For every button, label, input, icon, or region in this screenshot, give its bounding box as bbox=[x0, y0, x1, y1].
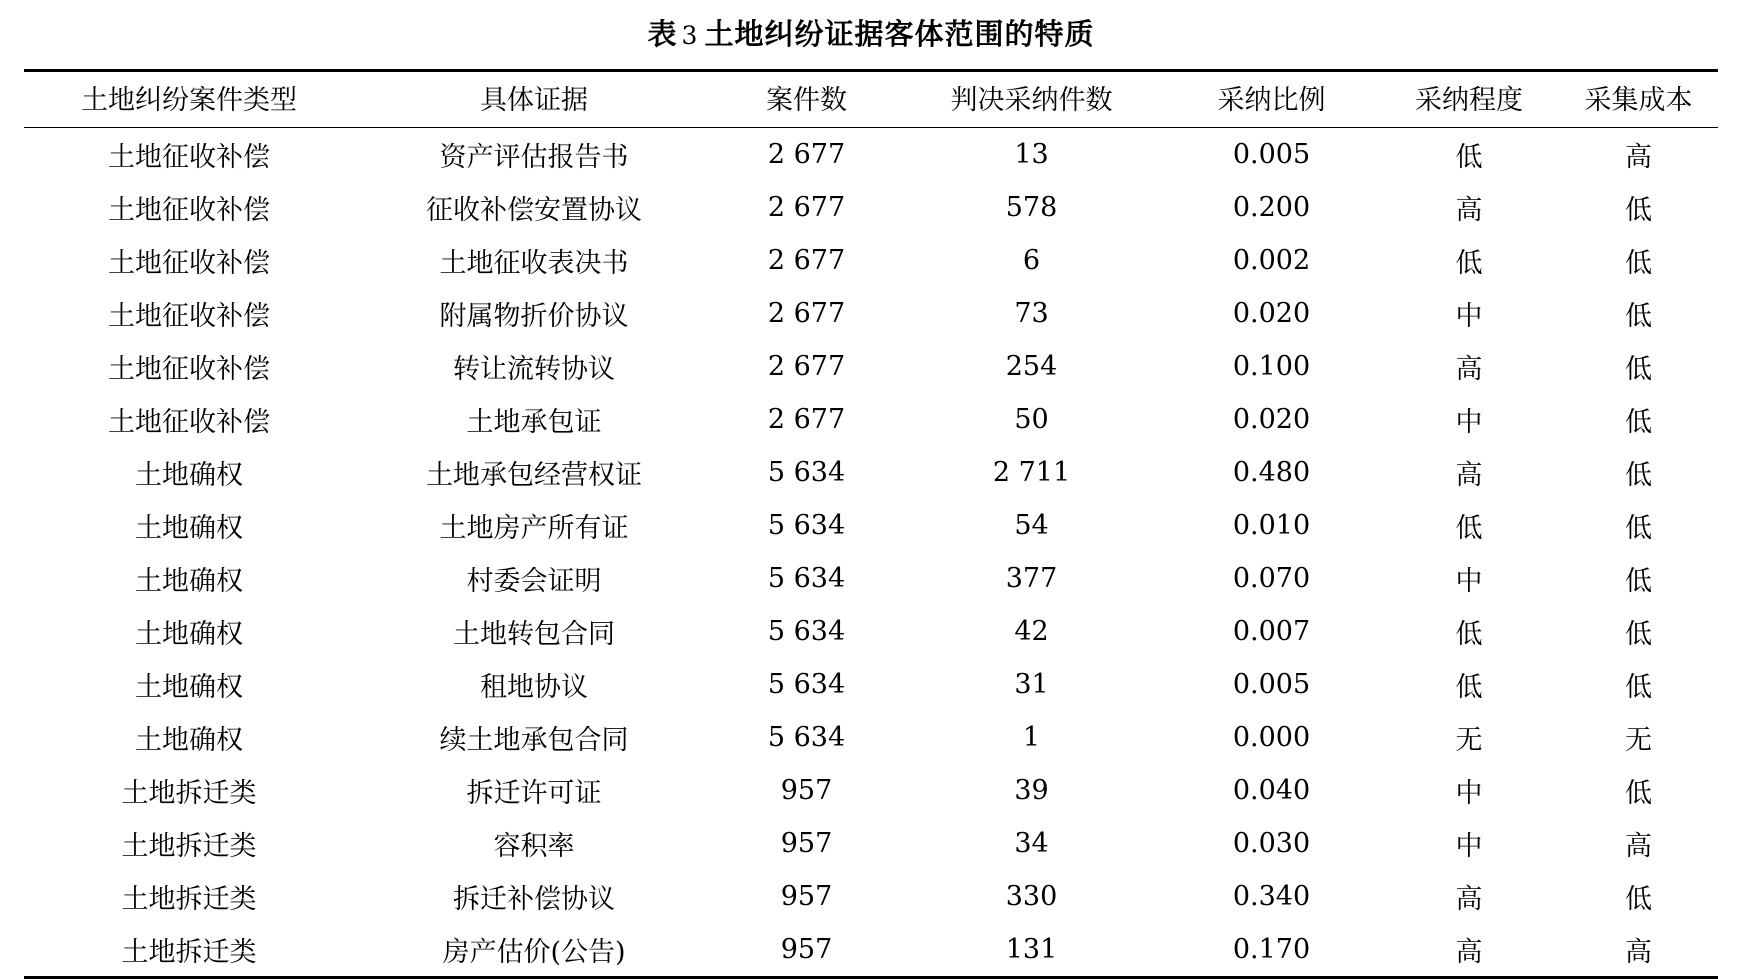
table-cell: 低 bbox=[1625, 195, 1652, 226]
table-cell: 续土地承包合同 bbox=[439, 725, 629, 756]
table-cell: 0.070 bbox=[1232, 563, 1311, 594]
table-cell: 2 677 bbox=[767, 298, 846, 329]
table-cell: 低 bbox=[1379, 128, 1559, 182]
table-row bbox=[24, 764, 1718, 817]
table-cell: 5 634 bbox=[767, 563, 846, 594]
table-cell: 低 bbox=[1625, 407, 1652, 438]
column-header-adopted-count: 判决采纳件数 bbox=[899, 71, 1164, 128]
table-cell: 低 bbox=[1455, 248, 1483, 279]
table-cell: 39 bbox=[1014, 775, 1049, 806]
table-cell: 低 bbox=[1625, 619, 1652, 650]
table-cell: 957 bbox=[780, 828, 833, 859]
table-cell: 低 bbox=[1625, 301, 1652, 332]
table-cell: 土地拆迁类 bbox=[121, 778, 257, 809]
table-cell: 0.005 bbox=[1164, 128, 1379, 182]
table-header-row bbox=[24, 71, 1718, 128]
table-cell: 131 bbox=[899, 923, 1164, 978]
table-row bbox=[24, 817, 1718, 870]
column-header-adoption-ratio: 采纳比例 bbox=[1164, 71, 1379, 128]
table-cell: 低 bbox=[1455, 513, 1483, 544]
caption-number: 3 bbox=[681, 21, 699, 50]
table-row bbox=[24, 605, 1718, 658]
table-cell: 土地征收表决书 bbox=[439, 248, 629, 279]
table-row bbox=[24, 499, 1718, 552]
table-cell: 土地征收补偿 bbox=[24, 128, 354, 182]
table-cell: 土地确权 bbox=[135, 725, 243, 756]
table-cell: 高 bbox=[1559, 923, 1718, 978]
table-cell: 拆迁许可证 bbox=[466, 778, 602, 809]
table-cell: 土地征收补偿 bbox=[108, 407, 270, 438]
table-cell: 低 bbox=[1625, 672, 1652, 703]
table-cell: 高 bbox=[1625, 831, 1652, 862]
table-row bbox=[24, 870, 1718, 923]
table-cell: 高 bbox=[1455, 354, 1483, 385]
table-row bbox=[24, 446, 1718, 499]
table-cell: 中 bbox=[1455, 301, 1483, 332]
table-cell: 中 bbox=[1455, 831, 1483, 862]
table-cell: 54 bbox=[1014, 510, 1049, 541]
table-row bbox=[24, 287, 1718, 340]
table-cell: 0.005 bbox=[1232, 669, 1311, 700]
column-header-case-type: 土地纠纷案件类型 bbox=[24, 71, 354, 128]
table-cell: 低 bbox=[1455, 619, 1483, 650]
table-cell: 中 bbox=[1455, 566, 1483, 597]
table-cell: 2 677 bbox=[767, 351, 846, 382]
table-cell: 低 bbox=[1625, 460, 1652, 491]
table-cell: 578 bbox=[1005, 192, 1058, 223]
table-cell: 957 bbox=[714, 923, 899, 978]
table-cell: 2 677 bbox=[767, 192, 846, 223]
table-cell: 0.340 bbox=[1232, 881, 1311, 912]
table-cell: 0.100 bbox=[1232, 351, 1311, 382]
table-cell: 2 711 bbox=[992, 457, 1071, 488]
table-cell: 低 bbox=[1625, 884, 1652, 915]
table-cell: 附属物折价协议 bbox=[439, 301, 629, 332]
table-cell: 土地承包经营权证 bbox=[426, 460, 642, 491]
table-cell: 高 bbox=[1455, 884, 1483, 915]
table-cell: 土地拆迁类 bbox=[24, 923, 354, 978]
column-header-case-count: 案件数 bbox=[714, 71, 899, 128]
table-cell: 中 bbox=[1455, 407, 1483, 438]
table-cell: 0.007 bbox=[1232, 616, 1311, 647]
table-cell: 低 bbox=[1625, 566, 1652, 597]
table-cell: 高 bbox=[1455, 460, 1483, 491]
table-cell: 0.480 bbox=[1232, 457, 1311, 488]
table-cell: 0.200 bbox=[1232, 192, 1311, 223]
table-cell: 0.000 bbox=[1232, 722, 1311, 753]
table-row bbox=[24, 181, 1718, 234]
table-row bbox=[24, 340, 1718, 393]
table-cell: 42 bbox=[1014, 616, 1049, 647]
evidence-table bbox=[24, 69, 1718, 979]
table-cell: 957 bbox=[780, 775, 833, 806]
table-cell: 土地承包证 bbox=[466, 407, 602, 438]
column-header-collection-cost: 采集成本 bbox=[1559, 71, 1718, 128]
table-cell: 0.170 bbox=[1164, 923, 1379, 978]
table-cell: 低 bbox=[1625, 354, 1652, 385]
table-cell: 土地房产所有证 bbox=[439, 513, 629, 544]
table-cell: 5 634 bbox=[767, 510, 846, 541]
table-cell: 土地拆迁类 bbox=[121, 884, 257, 915]
table-cell: 土地确权 bbox=[135, 460, 243, 491]
table-cell: 31 bbox=[1014, 669, 1049, 700]
table-cell: 无 bbox=[1455, 725, 1483, 756]
table-cell: 转让流转协议 bbox=[453, 354, 615, 385]
table-cell: 房产估价(公告) bbox=[354, 923, 714, 978]
table-cell: 低 bbox=[1455, 672, 1483, 703]
table-cell: 0.010 bbox=[1232, 510, 1311, 541]
table-row bbox=[24, 128, 1718, 182]
table-cell: 高 bbox=[1379, 923, 1559, 978]
table-cell: 高 bbox=[1455, 195, 1483, 226]
table-cell: 0.020 bbox=[1232, 404, 1311, 435]
table-cell: 容积率 bbox=[493, 831, 575, 862]
table-cell: 土地拆迁类 bbox=[121, 831, 257, 862]
table-caption bbox=[24, 0, 1718, 69]
table-cell: 土地转包合同 bbox=[453, 619, 615, 650]
table-cell: 租地协议 bbox=[480, 672, 588, 703]
table-cell: 6 bbox=[1022, 245, 1041, 276]
table-cell: 高 bbox=[1559, 128, 1718, 182]
table-cell: 土地确权 bbox=[135, 513, 243, 544]
table-cell: 低 bbox=[1625, 513, 1652, 544]
column-header-adoption-degree: 采纳程度 bbox=[1379, 71, 1559, 128]
caption-title: 土地纠纷证据客体范围的特质 bbox=[704, 17, 1095, 51]
table-cell: 0.002 bbox=[1232, 245, 1311, 276]
table-cell: 0.040 bbox=[1232, 775, 1311, 806]
table-cell: 中 bbox=[1455, 778, 1483, 809]
table-cell: 34 bbox=[1014, 828, 1049, 859]
table-cell: 低 bbox=[1625, 248, 1652, 279]
table-cell: 土地征收补偿 bbox=[108, 301, 270, 332]
table-cell: 拆迁补偿协议 bbox=[453, 884, 615, 915]
table-cell: 2 677 bbox=[767, 404, 846, 435]
table-cell: 0.030 bbox=[1232, 828, 1311, 859]
table-row bbox=[24, 234, 1718, 287]
table-cell: 低 bbox=[1625, 778, 1652, 809]
table-cell: 377 bbox=[1005, 563, 1058, 594]
table-cell: 957 bbox=[780, 881, 833, 912]
table-cell: 330 bbox=[1005, 881, 1058, 912]
table-header bbox=[24, 71, 1718, 128]
table-row bbox=[24, 393, 1718, 446]
table-cell: 资产评估报告书 bbox=[354, 128, 714, 182]
table-cell: 土地征收补偿 bbox=[108, 354, 270, 385]
table-cell: 2 677 bbox=[714, 128, 899, 182]
table-cell: 土地确权 bbox=[135, 672, 243, 703]
table-cell: 土地征收补偿 bbox=[108, 195, 270, 226]
table-cell: 土地征收补偿 bbox=[108, 248, 270, 279]
table-cell: 5 634 bbox=[767, 722, 846, 753]
table-cell: 5 634 bbox=[767, 457, 846, 488]
table-cell: 13 bbox=[899, 128, 1164, 182]
table-cell: 0.020 bbox=[1232, 298, 1311, 329]
table-cell: 5 634 bbox=[767, 616, 846, 647]
table-cell: 土地确权 bbox=[135, 619, 243, 650]
table-cell: 73 bbox=[1014, 298, 1049, 329]
table-row bbox=[24, 552, 1718, 605]
table-cell: 1 bbox=[1022, 722, 1041, 753]
table-cell: 村委会证明 bbox=[466, 566, 602, 597]
table-cell: 50 bbox=[1014, 404, 1049, 435]
table-cell: 2 677 bbox=[767, 245, 846, 276]
table-cell: 无 bbox=[1625, 725, 1652, 756]
table-cell: 征收补偿安置协议 bbox=[426, 195, 642, 226]
table-row bbox=[24, 711, 1718, 764]
table-cell: 5 634 bbox=[767, 669, 846, 700]
table-cell: 254 bbox=[1005, 351, 1058, 382]
column-header-evidence: 具体证据 bbox=[354, 71, 714, 128]
caption-label: 表 bbox=[647, 17, 678, 51]
table-row bbox=[24, 658, 1718, 711]
table-cell: 土地确权 bbox=[135, 566, 243, 597]
table-row bbox=[24, 923, 1718, 978]
table-body bbox=[24, 128, 1718, 978]
